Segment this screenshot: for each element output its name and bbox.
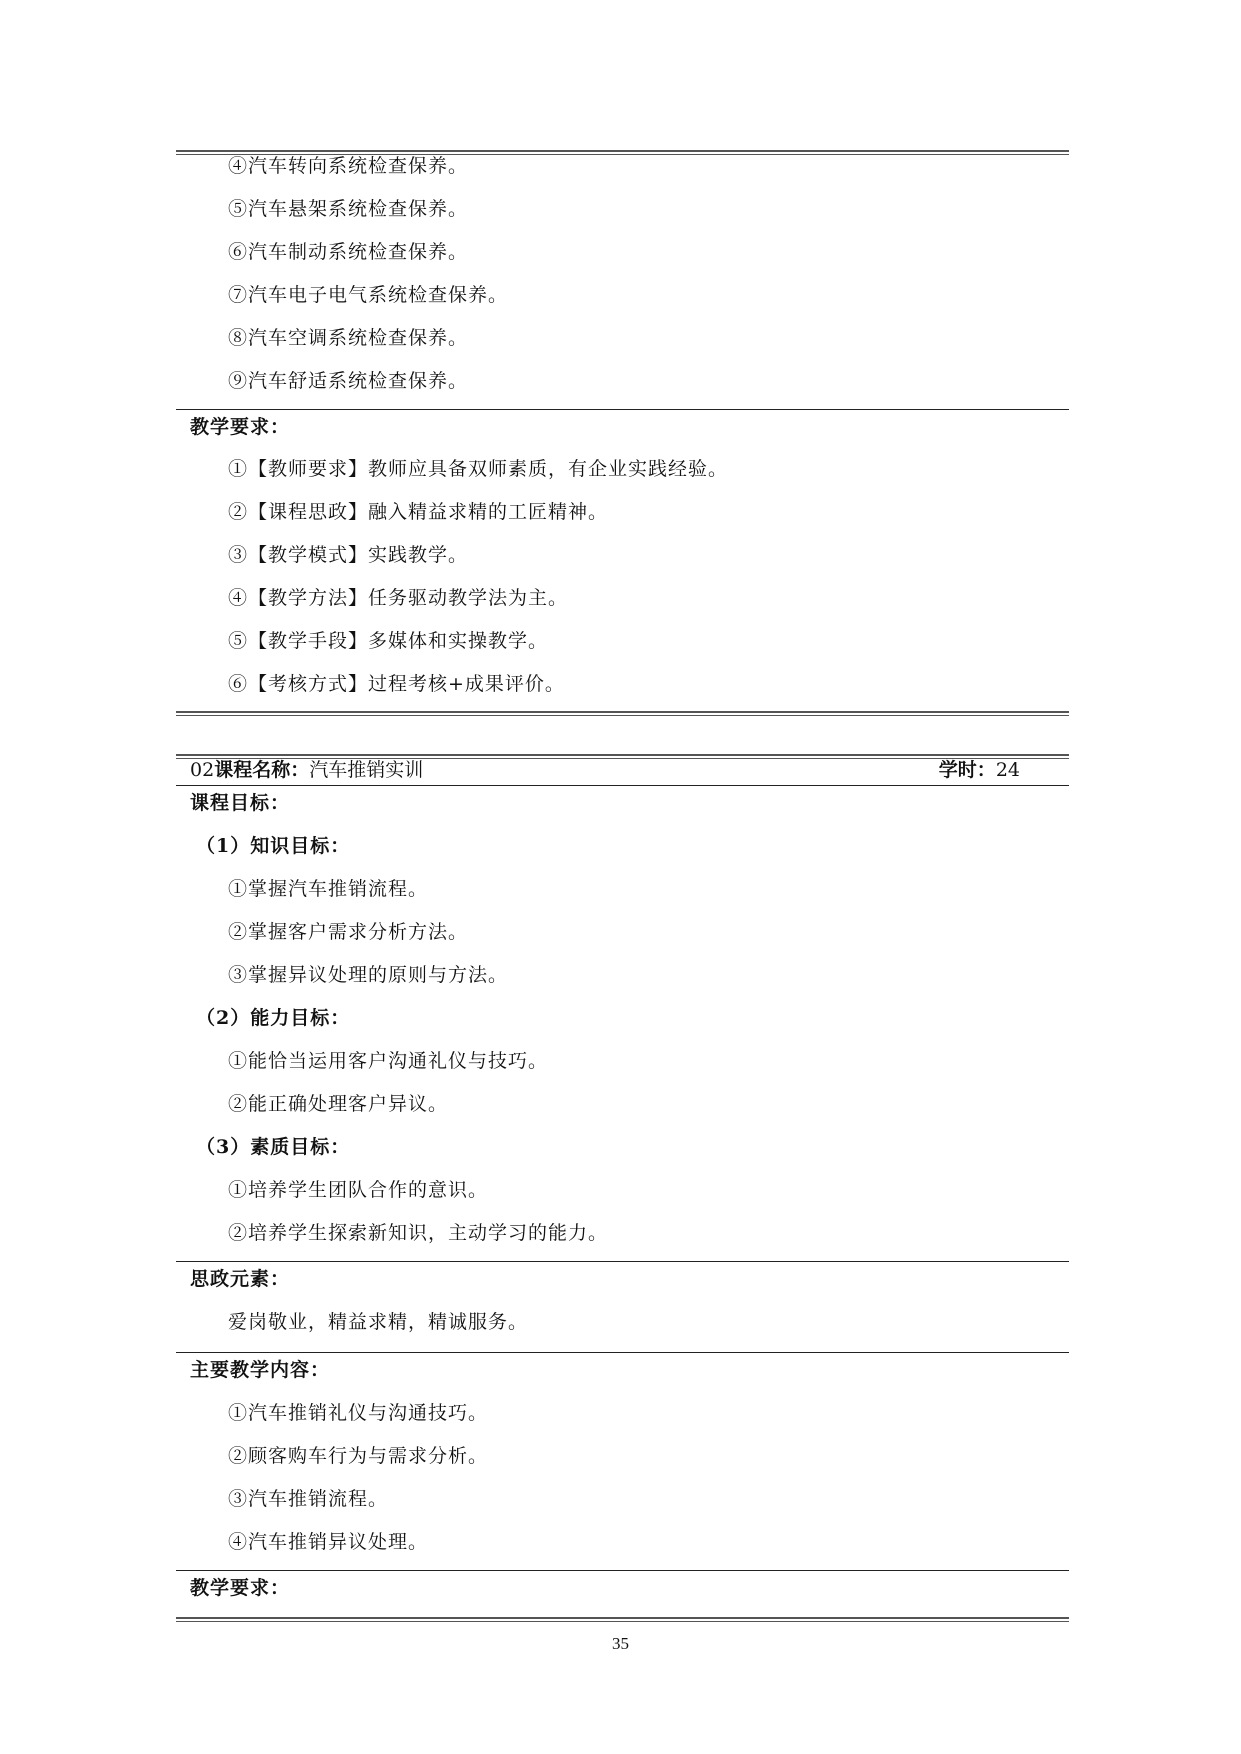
ideology-heading: 思政元素：: [190, 1268, 291, 1290]
course-name: 汽车推销实训: [309, 759, 424, 781]
list-item: ⑤【教学手段】多媒体和实操教学。: [228, 630, 549, 652]
list-item: ⑤汽车悬架系统检查保养。: [228, 198, 469, 220]
list-item: ②【课程思政】融入精益求精的工匠精神。: [228, 501, 609, 523]
list-item: ③掌握异议处理的原则与方法。: [228, 964, 509, 986]
list-item: ⑨汽车舒适系统检查保养。: [228, 370, 469, 392]
list-item: ⑦汽车电子电气系统检查保养。: [228, 284, 509, 306]
course-number: 02: [190, 759, 215, 781]
divider: [176, 785, 1069, 786]
knowledge-objectives-heading: （1）知识目标：: [196, 835, 351, 857]
list-item: ①【教师要求】教师应具备双师素质，有企业实践经验。: [228, 458, 729, 480]
list-item: ④汽车推销异议处理。: [228, 1531, 429, 1553]
ideology-text: 爱岗敬业，精益求精，精诚服务。: [228, 1311, 529, 1333]
teaching-requirements-heading: 教学要求：: [190, 416, 291, 438]
bottom-double-rule: [176, 1617, 1069, 1622]
main-content-heading: 主要教学内容：: [190, 1359, 331, 1381]
list-item: ②能正确处理客户异议。: [228, 1093, 449, 1115]
list-item: ⑥【考核方式】过程考核+成果评价。: [228, 673, 565, 695]
list-item: ①能恰当运用客户沟通礼仪与技巧。: [228, 1050, 549, 1072]
divider: [176, 1570, 1069, 1571]
list-item: ④【教学方法】任务驱动教学法为主。: [228, 587, 569, 609]
list-item: ①培养学生团队合作的意识。: [228, 1179, 489, 1201]
course-objectives-heading: 课程目标：: [190, 792, 291, 814]
list-item: ③【教学模式】实践教学。: [228, 544, 469, 566]
hours-label: 学时：: [938, 759, 996, 781]
divider: [176, 409, 1069, 410]
list-item: ⑥汽车制动系统检查保养。: [228, 241, 469, 263]
list-item: ④汽车转向系统检查保养。: [228, 155, 469, 177]
list-item: ①掌握汽车推销流程。: [228, 878, 429, 900]
list-item: ③汽车推销流程。: [228, 1488, 389, 1510]
ability-objectives-heading: （2）能力目标：: [196, 1007, 351, 1029]
hours-value: 24: [995, 759, 1020, 781]
course-hours: [939, 757, 1020, 783]
divider: [176, 1352, 1069, 1353]
list-item: ②顾客购车行为与需求分析。: [228, 1445, 489, 1467]
divider: [176, 1261, 1069, 1262]
course-name-label: 课程名称：: [214, 759, 310, 781]
list-item: ②培养学生探索新知识，主动学习的能力。: [228, 1222, 609, 1244]
list-item: ②掌握客户需求分析方法。: [228, 921, 469, 943]
quality-objectives-heading: （3）素质目标：: [196, 1136, 351, 1158]
section-end-double-rule: [176, 711, 1069, 716]
list-item: ⑧汽车空调系统检查保养。: [228, 327, 469, 349]
page-number: 35: [612, 1634, 629, 1653]
teaching-requirements-heading: 教学要求：: [190, 1577, 291, 1599]
course-header: [190, 757, 1020, 783]
list-item: ①汽车推销礼仪与沟通技巧。: [228, 1402, 489, 1424]
